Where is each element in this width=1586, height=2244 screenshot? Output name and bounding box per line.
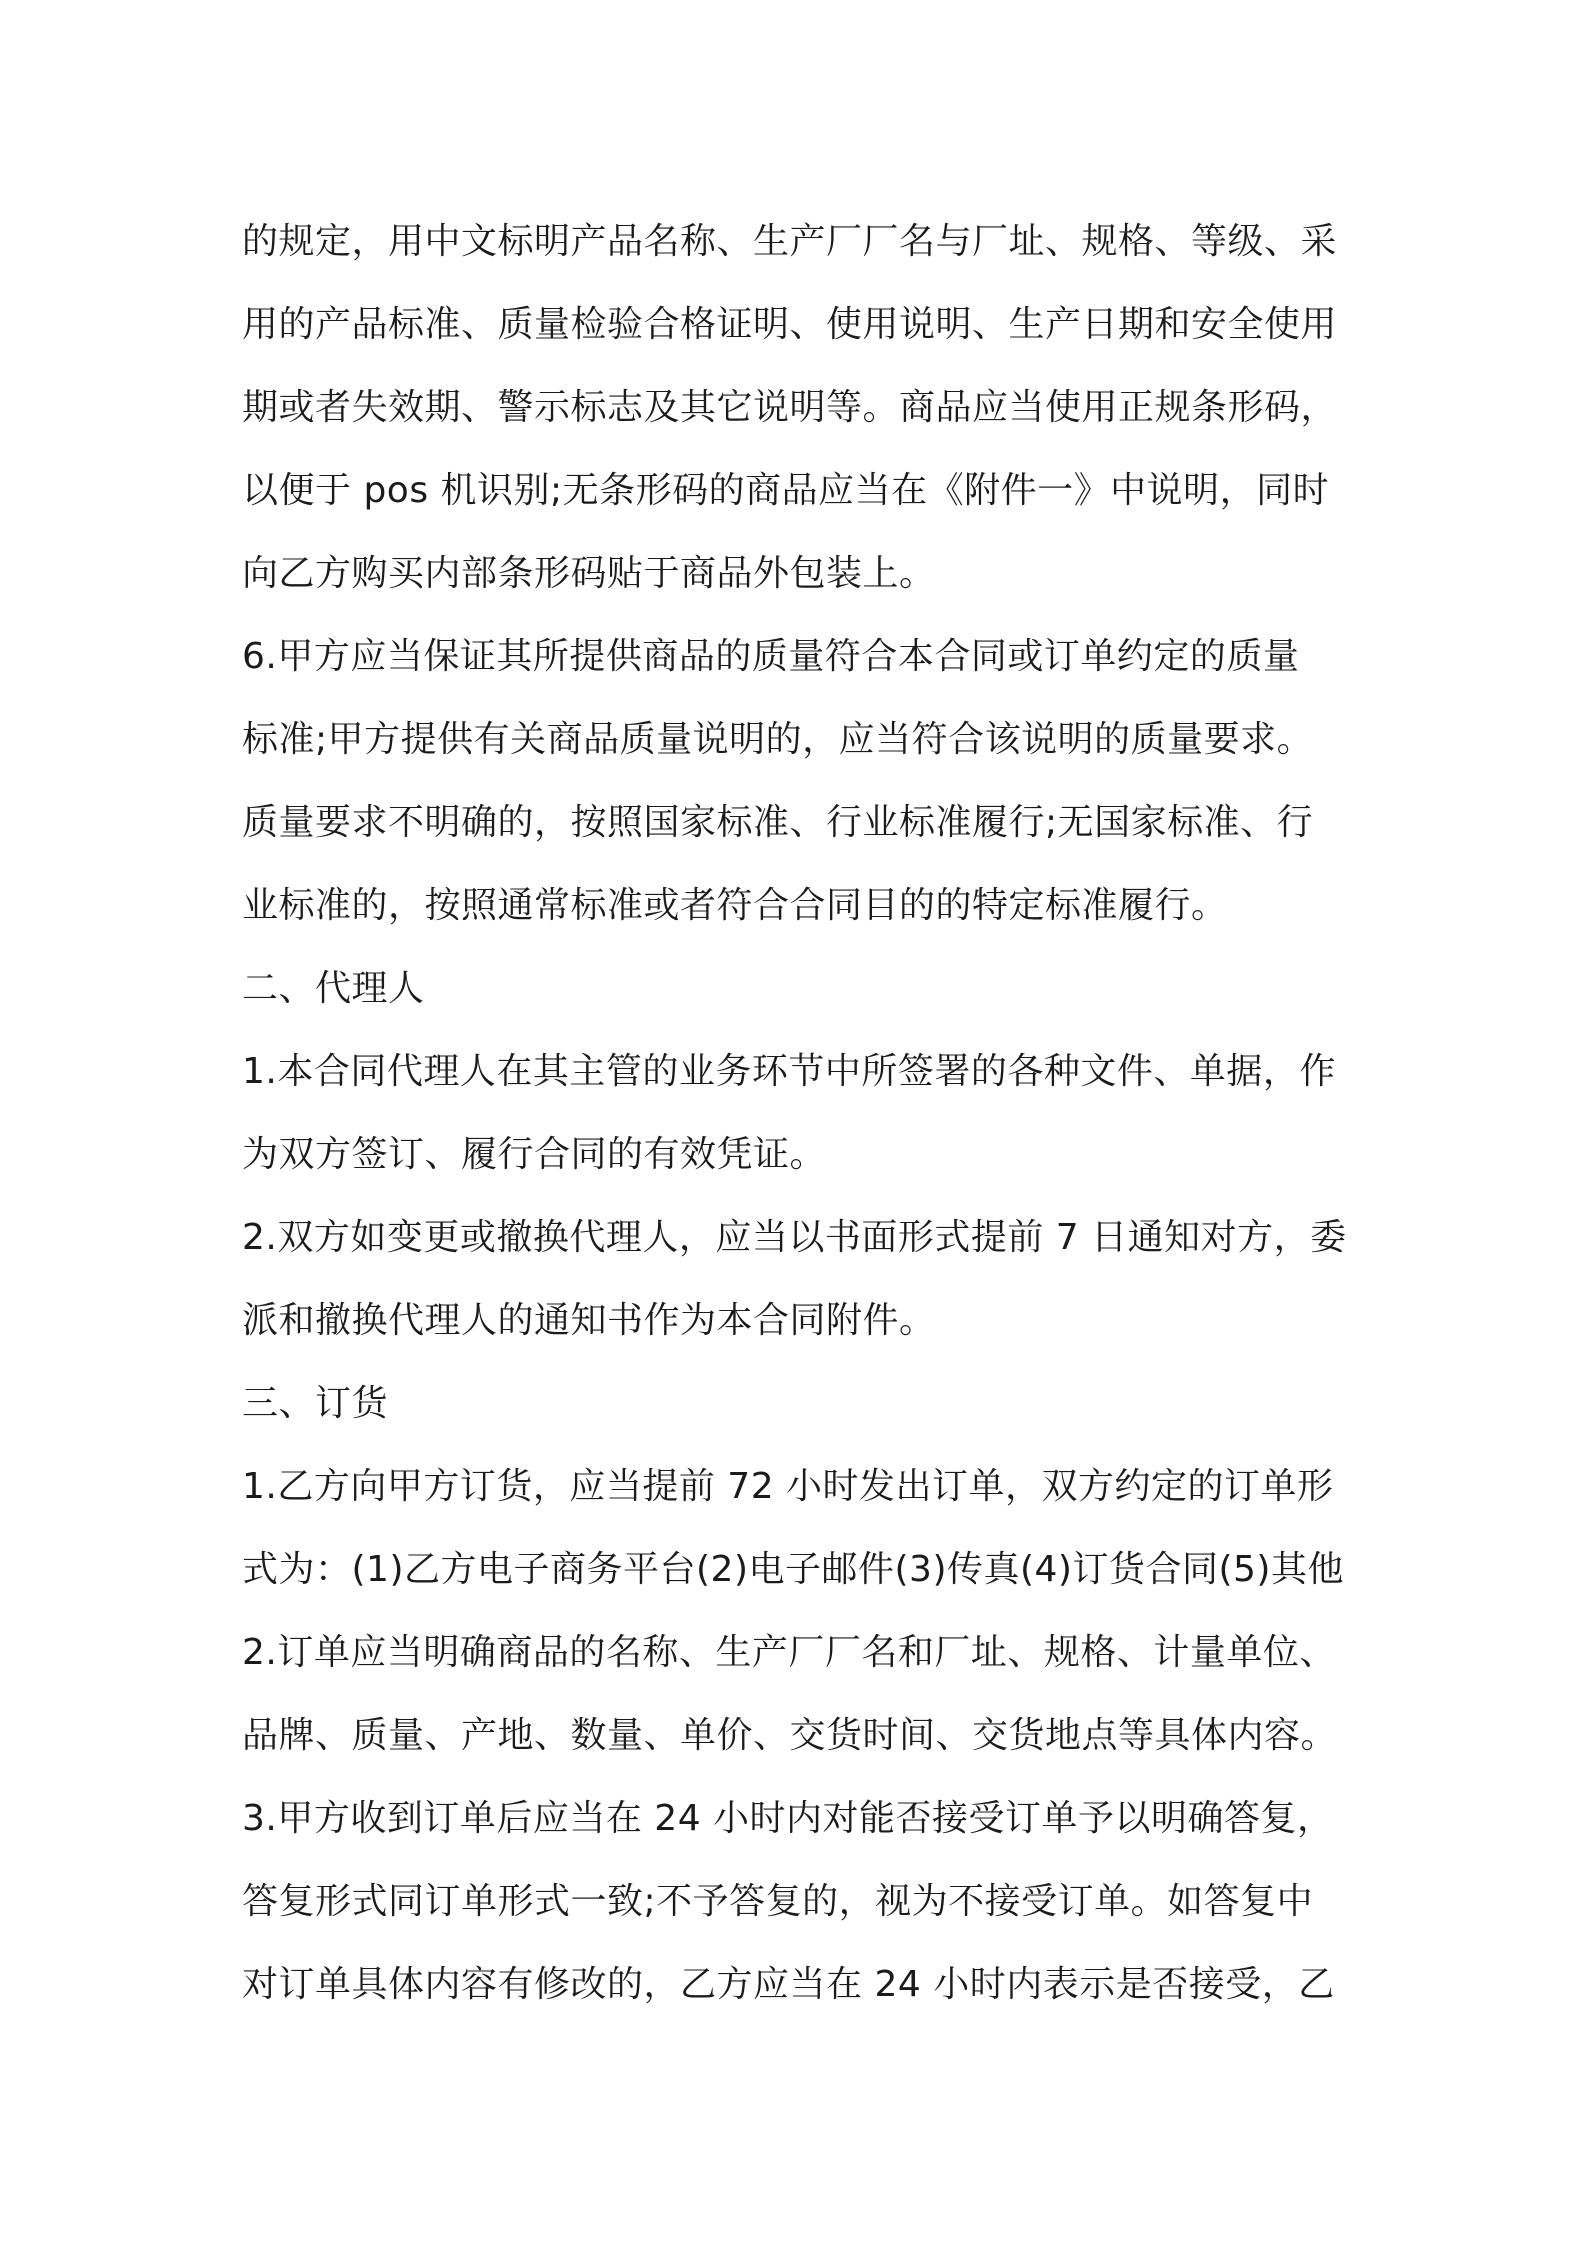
text-line: 品牌、质量、产地、数量、单价、交货时间、交货地点等具体内容。 bbox=[242, 1715, 1338, 1756]
text-line: 2.双方如变更或撤换代理人，应当以书面形式提前 7 日通知对方，委 bbox=[242, 1217, 1347, 1258]
text-line: 用的产品标准、质量检验合格证明、使用说明、生产日期和安全使用 bbox=[242, 304, 1338, 345]
contract-body-text bbox=[242, 200, 1362, 2026]
text-line: 对订单具体内容有修改的，乙方应当在 24 小时内表示是否接受，乙 bbox=[242, 1964, 1335, 2005]
text-line: 6.甲方应当保证其所提供商品的质量符合本合同或订单约定的质量 bbox=[242, 636, 1300, 677]
text-line: 1.本合同代理人在其主管的业务环节中所签署的各种文件、单据，作 bbox=[242, 1051, 1336, 1092]
text-line: 标准;甲方提供有关商品质量说明的，应当符合该说明的质量要求。 bbox=[242, 719, 1314, 760]
text-line: 向乙方购买内部条形码贴于商品外包装上。 bbox=[242, 553, 936, 594]
text-line: 以便于 pos 机识别;无条形码的商品应当在《附件一》中说明，同时 bbox=[242, 470, 1330, 511]
text-line: 式为：(1)乙方电子商务平台(2)电子邮件(3)传真(4)订货合同(5)其他 bbox=[242, 1549, 1344, 1590]
text-line: 的规定，用中文标明产品名称、生产厂厂名与厂址、规格、等级、采 bbox=[242, 221, 1338, 262]
text-line: 期或者失效期、警示标志及其它说明等。商品应当使用正规条形码， bbox=[242, 387, 1338, 428]
text-line: 派和撤换代理人的通知书作为本合同附件。 bbox=[242, 1300, 936, 1341]
text-line: 1.乙方向甲方订货，应当提前 72 小时发出订单，双方约定的订单形 bbox=[242, 1466, 1334, 1507]
section-heading-ordering: 三、订货 bbox=[242, 1383, 389, 1424]
text-line: 2.订单应当明确商品的名称、生产厂厂名和厂址、规格、计量单位、 bbox=[242, 1632, 1336, 1673]
text-line: 业标准的，按照通常标准或者符合合同目的的特定标准履行。 bbox=[242, 885, 1228, 926]
text-line: 为双方签订、履行合同的有效凭证。 bbox=[242, 1134, 827, 1175]
text-line: 3.甲方收到订单后应当在 24 小时内对能否接受订单予以明确答复， bbox=[242, 1798, 1334, 1839]
section-heading-agent: 二、代理人 bbox=[242, 968, 425, 1009]
text-line: 答复形式同订单形式一致;不予答复的，视为不接受订单。如答复中 bbox=[242, 1881, 1314, 1922]
text-line: 质量要求不明确的，按照国家标准、行业标准履行;无国家标准、行 bbox=[242, 802, 1314, 843]
